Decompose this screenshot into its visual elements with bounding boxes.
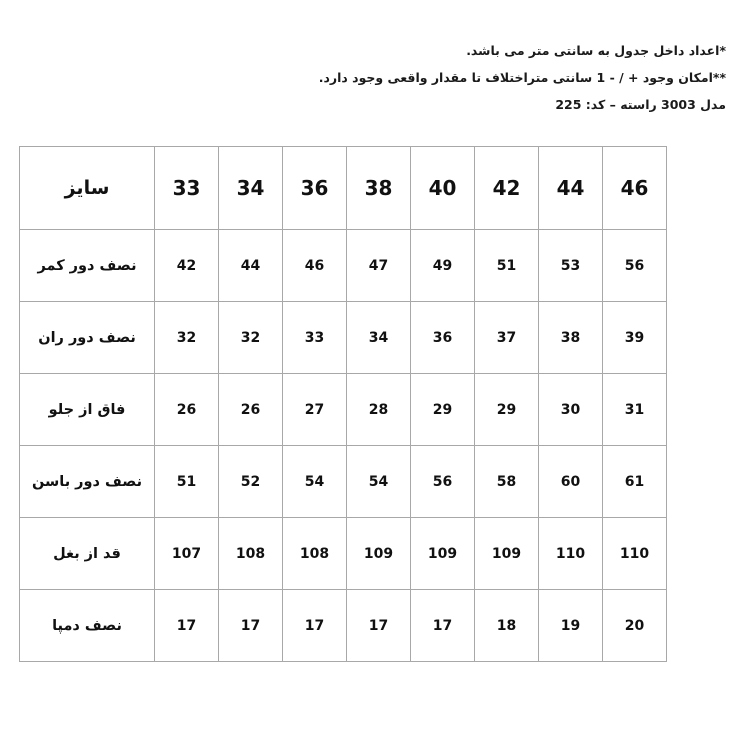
size-header-36: 36 (283, 147, 347, 230)
row-label-hip: نصف دور باسن (20, 446, 155, 518)
cell-rise-33: 26 (155, 374, 219, 446)
note-line-tolerance: **امکان وجود + / - 1 سانتی متراختلاف تا مقدار واقعی وجود دارد. (318, 69, 726, 85)
size-header-34: 34 (219, 147, 283, 230)
cell-waist-33: 42 (155, 230, 219, 302)
cell-hem-46: 20 (603, 590, 667, 662)
cell-hem-33: 17 (155, 590, 219, 662)
cell-hem-38: 17 (347, 590, 411, 662)
size-header-40: 40 (411, 147, 475, 230)
row-label-thigh: نصف دور ران (20, 302, 155, 374)
cell-hip-33: 51 (155, 446, 219, 518)
cell-hem-36: 17 (283, 590, 347, 662)
cell-rise-40: 29 (411, 374, 475, 446)
table-row (20, 374, 667, 446)
cell-waist-38: 47 (347, 230, 411, 302)
size-header-33: 33 (155, 147, 219, 230)
cell-rise-38: 28 (347, 374, 411, 446)
cell-sidelength-36: 108 (283, 518, 347, 590)
cell-hip-36: 54 (283, 446, 347, 518)
cell-waist-46: 56 (603, 230, 667, 302)
row-label-waist: نصف دور کمر (20, 230, 155, 302)
cell-hip-40: 56 (411, 446, 475, 518)
notes-block (256, 42, 726, 122)
cell-hip-44: 60 (539, 446, 603, 518)
cell-sidelength-33: 107 (155, 518, 219, 590)
cell-thigh-36: 33 (283, 302, 347, 374)
cell-rise-34: 26 (219, 374, 283, 446)
table-row (20, 302, 667, 374)
cell-rise-36: 27 (283, 374, 347, 446)
size-header-38: 38 (347, 147, 411, 230)
cell-waist-36: 46 (283, 230, 347, 302)
size-table-body (20, 230, 667, 662)
size-header-42: 42 (475, 147, 539, 230)
cell-rise-42: 29 (475, 374, 539, 446)
size-table-head (20, 147, 667, 230)
note-line-model: مدل 3003 راسته – کد: 225 (555, 96, 726, 112)
cell-sidelength-44: 110 (539, 518, 603, 590)
cell-rise-44: 30 (539, 374, 603, 446)
table-row (20, 230, 667, 302)
cell-thigh-40: 36 (411, 302, 475, 374)
size-label-header: سایز (20, 147, 155, 230)
cell-thigh-44: 38 (539, 302, 603, 374)
size-header-46: 46 (603, 147, 667, 230)
cell-thigh-38: 34 (347, 302, 411, 374)
table-row (20, 590, 667, 662)
cell-waist-40: 49 (411, 230, 475, 302)
cell-waist-42: 51 (475, 230, 539, 302)
cell-thigh-34: 32 (219, 302, 283, 374)
cell-hem-42: 18 (475, 590, 539, 662)
cell-hip-34: 52 (219, 446, 283, 518)
cell-sidelength-42: 109 (475, 518, 539, 590)
table-row (20, 518, 667, 590)
cell-hip-38: 54 (347, 446, 411, 518)
cell-thigh-46: 39 (603, 302, 667, 374)
row-label-hem: نصف دمپا (20, 590, 155, 662)
cell-waist-34: 44 (219, 230, 283, 302)
size-table (19, 146, 667, 662)
cell-sidelength-38: 109 (347, 518, 411, 590)
cell-sidelength-40: 109 (411, 518, 475, 590)
size-header-44: 44 (539, 147, 603, 230)
size-table-container (31, 146, 667, 662)
cell-rise-46: 31 (603, 374, 667, 446)
table-row (20, 446, 667, 518)
note-line-units: *اعداد داخل جدول به سانتی متر می باشد. (466, 43, 726, 58)
header-row (20, 147, 667, 230)
row-label-sidelength: قد از بغل (20, 518, 155, 590)
cell-hem-34: 17 (219, 590, 283, 662)
cell-sidelength-34: 108 (219, 518, 283, 590)
row-label-rise: فاق از جلو (20, 374, 155, 446)
cell-thigh-42: 37 (475, 302, 539, 374)
cell-waist-44: 53 (539, 230, 603, 302)
cell-hem-40: 17 (411, 590, 475, 662)
cell-thigh-33: 32 (155, 302, 219, 374)
cell-hip-42: 58 (475, 446, 539, 518)
cell-sidelength-46: 110 (603, 518, 667, 590)
cell-hip-46: 61 (603, 446, 667, 518)
cell-hem-44: 19 (539, 590, 603, 662)
